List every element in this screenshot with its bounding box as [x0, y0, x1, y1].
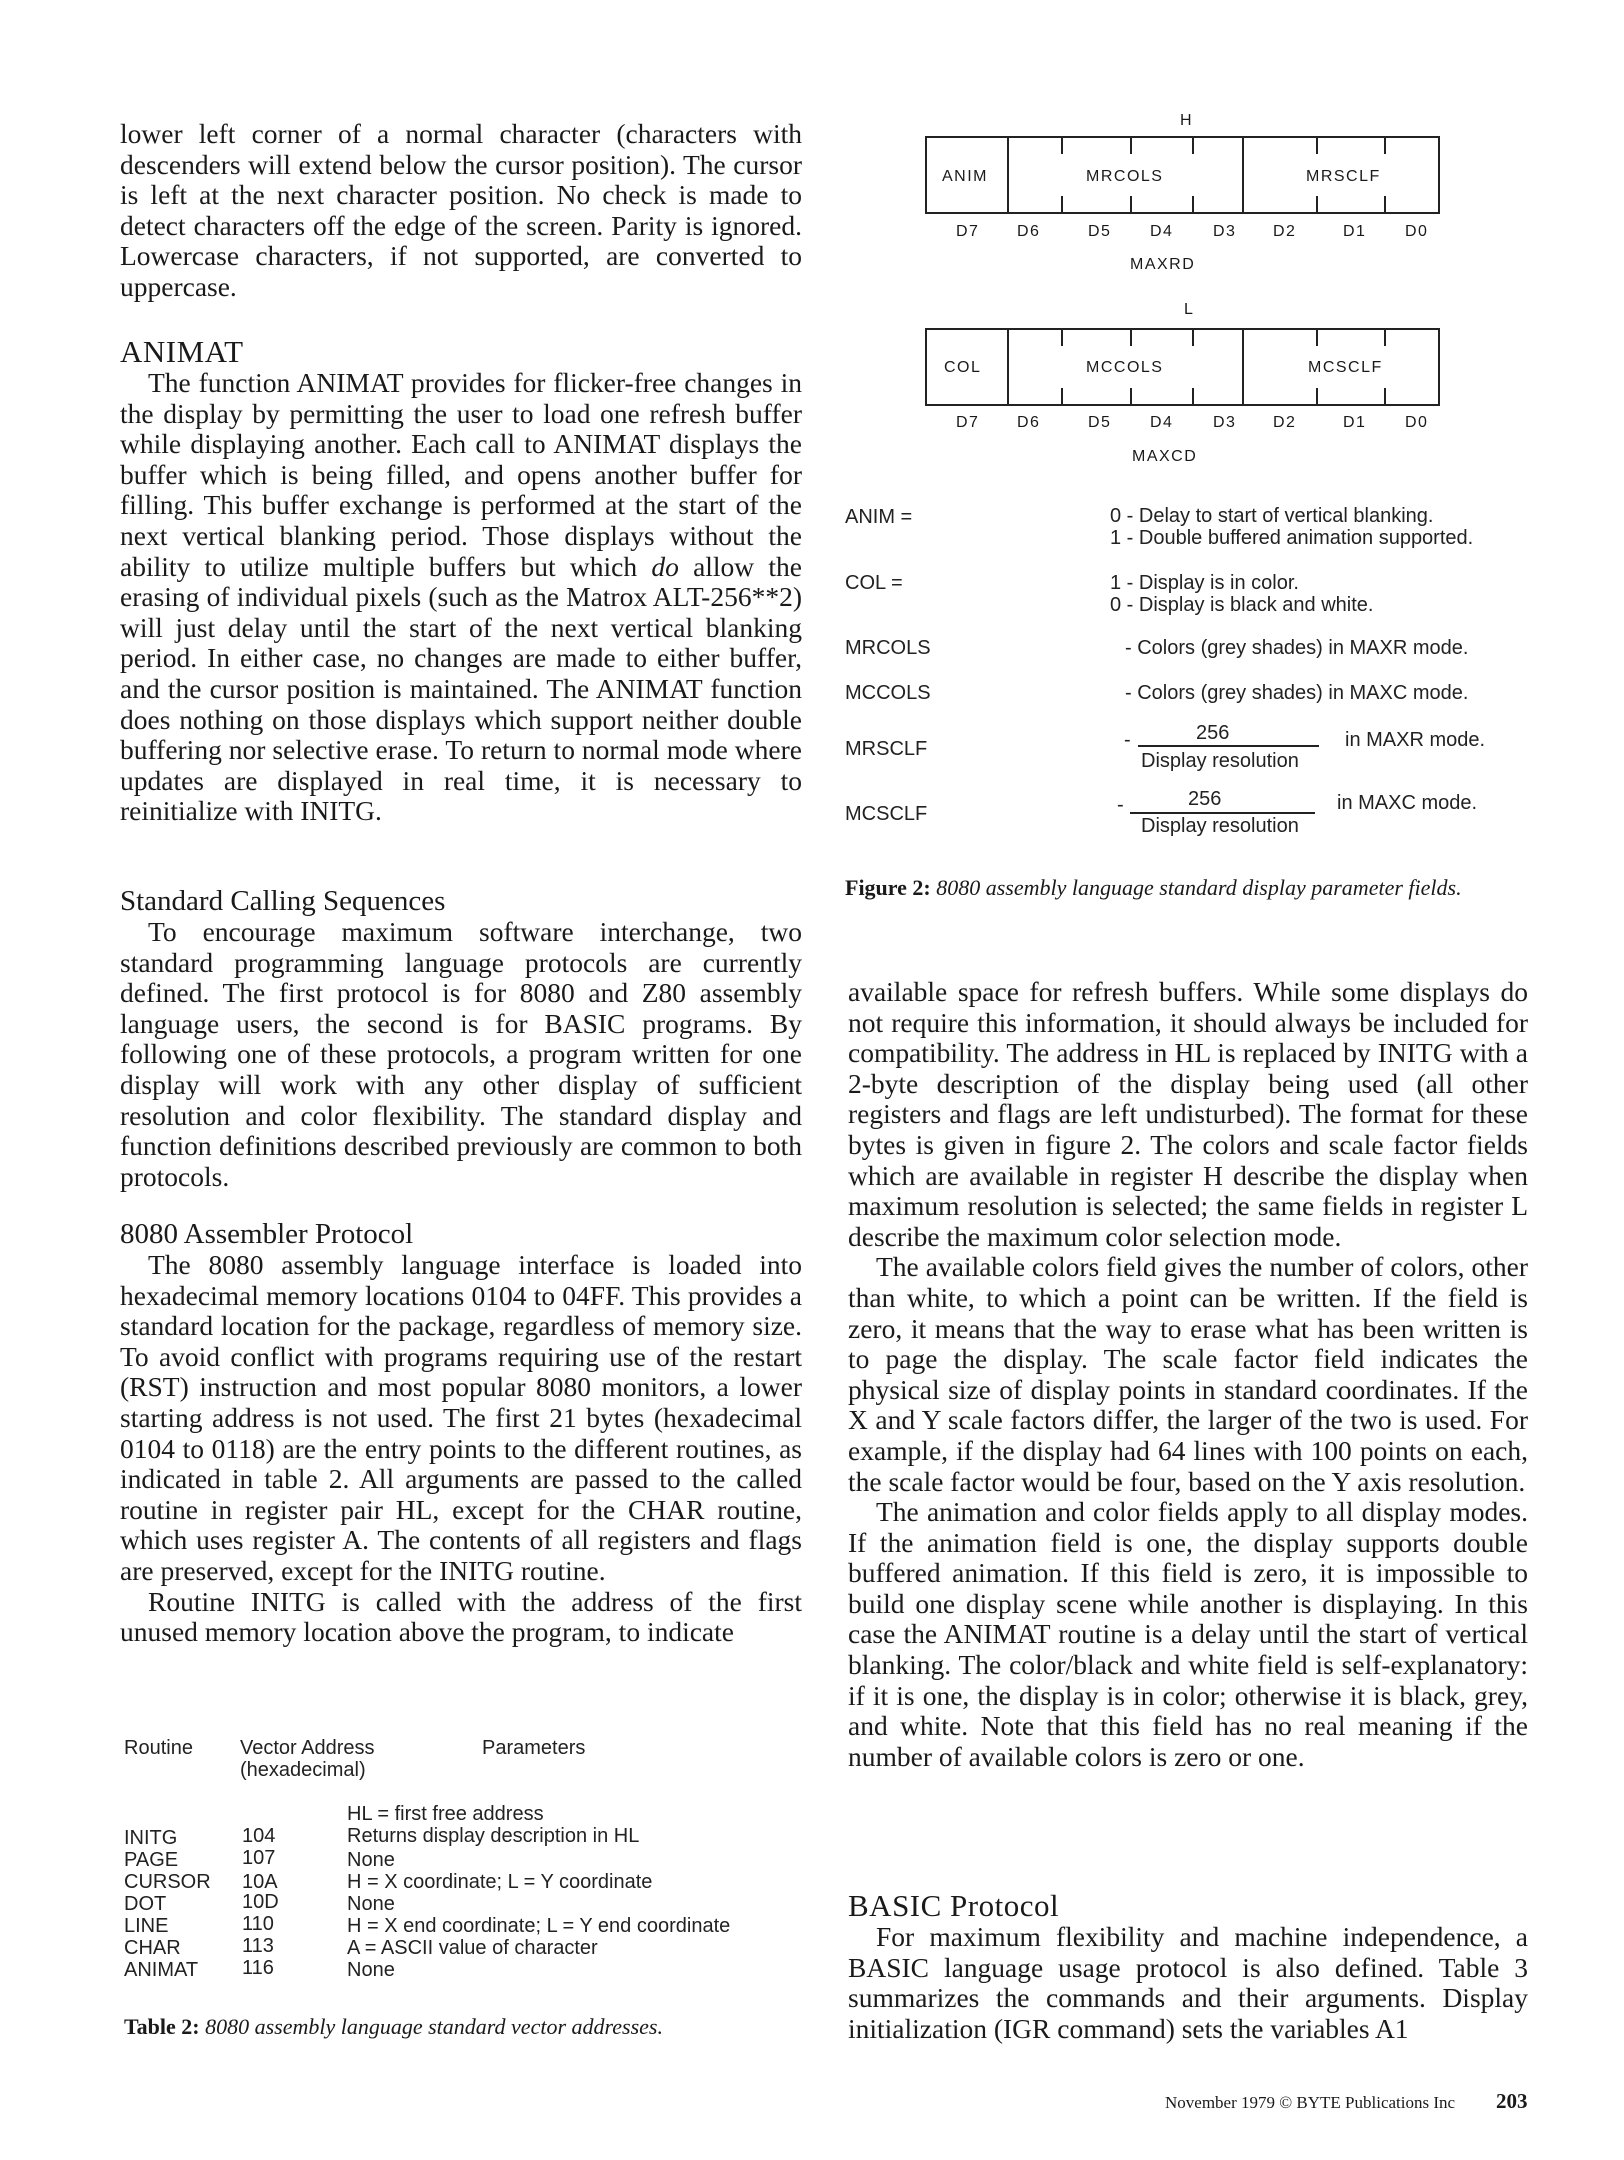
table-cell-routine: DOT [124, 1893, 167, 1915]
page-number: 203 [1496, 2089, 1528, 2113]
reg-h-bit-d5: D5 [1088, 223, 1112, 240]
reg-l-bit-d6: D6 [1017, 414, 1041, 431]
reg-h-bit-d1: D1 [1343, 223, 1367, 240]
reg-h-label-anim: ANIM [942, 168, 988, 185]
reg-h-label-mrsclf: MRSCLF [1306, 168, 1381, 185]
table-cell-param: None [347, 1849, 395, 1871]
right-paragraph-2: The available colors field gives the number of colors, other than white, to which a point can be written. If the field is zero, it means that the way to erase what has been written is to page the display. The scale factor field indicates the physical size of display points in standard coordinates. If the X and Y scale factors differ, the larger of the two is used. For example, if the display had 64 lines with 100 points on each, the scale factor would be four, based on the Y axis resolution. [848, 1251, 1528, 1497]
param-anim-desc-2: 1 - Double buffered animation supported. [1110, 527, 1474, 549]
param-col-desc-1: 1 - Display is in color. [1110, 572, 1299, 594]
param-col-desc-2: 0 - Display is black and white. [1110, 594, 1374, 616]
table-cell-routine: INITG [124, 1827, 178, 1849]
left-column [120, 119, 802, 303]
table-header-params: Parameters [482, 1737, 586, 1759]
reg-l-bit-d3: D3 [1213, 414, 1237, 431]
tick [1130, 196, 1132, 212]
table-cell-param: H = X end coordinate; L = Y end coordinate [347, 1915, 731, 1937]
param-mrcols-desc: - Colors (grey shades) in MAXR mode. [1125, 637, 1469, 659]
table-cell-address: 10A [242, 1871, 278, 1893]
animat-text-a: The function ANIMAT provides for flicker-free changes in the display by permitting the user to load one refresh buffer while displaying another. Each call to ANIMAT displays the buffer which is being filled, and opens another buffer for filling. This buffer exchange is performed at the start of the next vertical blanking period. Those displays without the ability to utilize multiple buffers but which [120, 367, 802, 582]
asm-section [120, 1218, 802, 1648]
param-mcsclf-numerator: 256 [1188, 788, 1222, 810]
animat-paragraph [120, 368, 802, 827]
fraction-line [1130, 812, 1315, 814]
reg-h-bit-d0: D0 [1405, 223, 1429, 240]
param-mccols-label: MCCOLS [845, 682, 931, 704]
basic-paragraph: For maximum flexibility and machine independence, a BASIC language usage protocol is also defined. Table 3 summarizes the commands and their arguments. Display initialization (IGR command) sets the variables A1 [848, 1921, 1528, 2044]
table-cell-address: 107 [242, 1847, 276, 1869]
animat-heading: ANIMAT [120, 334, 244, 369]
tick [1130, 330, 1132, 346]
param-mrcols-label: MRCOLS [845, 637, 931, 659]
reg-l-bit-d0: D0 [1405, 414, 1429, 431]
calling-section [120, 885, 802, 1192]
intro-paragraph: lower left corner of a normal character (characters with descenders will extend below the cursor position). The cursor is left at the next character position. No check is made to detect characters off the edge of the screen. Parity is ignored. Lowercase characters, if not supported, are converted to uppercase. [120, 118, 802, 302]
tick [1384, 196, 1386, 212]
right-paragraph-3: The animation and color fields apply to all display modes. If the animation field is one, the display supports double buffered animation. If this field is zero, it is impossible to build one display scene while another is displaying. In this case the ANIMAT routine is a delay until the start of vertical blanking. The color/black and white field is self-explanatory: if it is one, the display is in color; otherwise it is black, grey, and white. Note that this field has no real meaning if the number of available colors is zero or one. [848, 1496, 1528, 1772]
table-cell-address: 10D [242, 1891, 279, 1913]
register-l-letter: L [1184, 301, 1195, 318]
tick [1192, 388, 1194, 404]
tick [1316, 330, 1318, 346]
animat-text-b: allow the erasing of individual pixels (such as the Matrox ALT-256**2) will just delay until the start of the next vertical blanking period. In either case, no changes are made to either buffer, and the cursor position is maintained. The ANIMAT function does nothing on those displays which support neither double buffering nor selective erase. To return to normal mode where updates are displayed in real time, it is necessary to reinitialize with INITG. [120, 550, 802, 827]
table-cell-param: A = ASCII value of character [347, 1937, 598, 1959]
reg-h-bit-d2: D2 [1273, 223, 1297, 240]
basic-heading: BASIC Protocol [848, 1888, 1060, 1923]
tick [1384, 138, 1386, 154]
tick [1192, 138, 1194, 154]
param-anim-desc-1: 0 - Delay to start of vertical blanking. [1110, 505, 1434, 527]
param-mrsclf-label: MRSCLF [845, 738, 928, 760]
tick [1192, 196, 1194, 212]
table-header-vector: Vector Address [240, 1737, 375, 1759]
calling-heading: Standard Calling Sequences [120, 885, 446, 917]
reg-h-bit-d4: D4 [1150, 223, 1174, 240]
param-mrsclf-suffix: in MAXR mode. [1345, 729, 1486, 751]
reg-l-name: MAXCD [1132, 448, 1198, 465]
tick [1061, 388, 1063, 404]
reg-h-bit-d3: D3 [1213, 223, 1237, 240]
param-mcsclf-denominator: Display resolution [1141, 815, 1299, 837]
reg-l-bit-d2: D2 [1273, 414, 1297, 431]
tick [1061, 330, 1063, 346]
right-paragraph-1: available space for refresh buffers. While some displays do not require this information, it should always be included for compatibility. The address in HL is replaced by INITG with a 2-byte description of the display being used (all other registers and flags are left undisturbed). The format for these bytes is given in figure 2. The colors and scale factor fields which are available in register H describe the display when maximum resolution is selected; the same fields in register L describe the maximum color selection mode. [848, 976, 1528, 1252]
reg-h-bit-d6: D6 [1017, 223, 1041, 240]
table-2-caption [124, 2013, 663, 2040]
register-h-letter: H [1180, 112, 1194, 129]
reg-l-label-mcsclf: MCSCLF [1308, 359, 1383, 376]
right-column [848, 977, 1528, 1772]
tick [1192, 330, 1194, 346]
table-cell-address: 116 [242, 1957, 274, 1979]
reg-l-label-col: COL [944, 359, 982, 376]
table-cell-address: 110 [242, 1913, 274, 1935]
tick [1384, 330, 1386, 346]
reg-l-bit-d5: D5 [1088, 414, 1112, 431]
param-mrsclf-numerator: 256 [1196, 722, 1230, 744]
footer-issue: November 1979 © BYTE Publications Inc [1165, 2093, 1456, 2112]
reg-l-label-mccols: MCCOLS [1086, 359, 1164, 376]
table-cell-param: Returns display description in HL [347, 1825, 640, 1847]
param-mrsclf-dash: - [1124, 729, 1131, 751]
asm-paragraph-2: Routine INITG is called with the address of the first unused memory location above the program, to indicate [120, 1585, 802, 1648]
table-cell-routine: ANIMAT [124, 1959, 199, 1981]
reg-l-bit-d7: D7 [956, 414, 980, 431]
reg-l-bit-d4: D4 [1150, 414, 1174, 431]
tick [1316, 388, 1318, 404]
tick [1061, 196, 1063, 212]
reg-h-bit-d7: D7 [956, 223, 980, 240]
table-header-routine: Routine [124, 1737, 193, 1759]
table-cell-routine: CHAR [124, 1937, 181, 1959]
param-anim-label: ANIM = [845, 506, 913, 528]
table-prefix-param: HL = first free address [347, 1803, 544, 1825]
param-mcsclf-suffix: in MAXC mode. [1337, 792, 1478, 814]
calling-paragraph: To encourage maximum software interchange, two standard programming language protocols are currently defined. The first protocol is for 8080 and Z80 assembly language users, the second is for BASIC programs. By following one of these protocols, a program written for one display will work with any other display of sufficient resolution and color flexibility. The standard display and function definitions described previously are common to both protocols. [120, 916, 802, 1192]
table-cell-address: 104 [242, 1825, 276, 1847]
reg-h-name: MAXRD [1130, 256, 1196, 273]
table-cell-param: None [347, 1893, 395, 1915]
basic-section [848, 1890, 1528, 2044]
figure-caption-text: 8080 assembly language standard display parameter fields. [936, 875, 1462, 900]
table-cell-routine: CURSOR [124, 1871, 211, 1893]
table-caption-label: Table 2: [124, 2014, 200, 2039]
table-cell-param: None [347, 1959, 395, 1981]
reg-h-label-mrcols: MRCOLS [1086, 168, 1164, 185]
asm-heading: 8080 Assembler Protocol [120, 1218, 414, 1250]
table-cell-routine: PAGE [124, 1849, 179, 1871]
tick [1316, 138, 1318, 154]
tick [1130, 388, 1132, 404]
animat-text-italic: do [651, 550, 679, 582]
figure-caption-label: Figure 2: [845, 875, 931, 900]
reg-l-bit-d1: D1 [1343, 414, 1367, 431]
param-col-label: COL = [845, 572, 903, 594]
table-cell-address: 113 [242, 1935, 274, 1957]
tick [1061, 138, 1063, 154]
fraction-line [1138, 745, 1319, 747]
tick [1130, 138, 1132, 154]
table-cell-param: H = X coordinate; L = Y coordinate [347, 1871, 653, 1893]
param-mcsclf-label: MCSCLF [845, 803, 928, 825]
animat-section [120, 336, 802, 827]
figure-2-caption [845, 874, 1525, 901]
param-mccols-desc: - Colors (grey shades) in MAXC mode. [1125, 682, 1469, 704]
param-mcsclf-dash: - [1117, 794, 1124, 816]
tick [1316, 196, 1318, 212]
table-cell-routine: LINE [124, 1915, 169, 1937]
table-header-vector-sub: (hexadecimal) [240, 1759, 366, 1781]
table-caption-text: 8080 assembly language standard vector addresses. [205, 2014, 663, 2039]
tick [1384, 388, 1386, 404]
param-mrsclf-denominator: Display resolution [1141, 750, 1299, 772]
asm-paragraph-1: The 8080 assembly language interface is loaded into hexadecimal memory locations 0104 to 04FF. This provides a standard location for the package, regardless of memory size. To avoid conflict with programs requiring use of the restart (RST) instruction and most popular 8080 monitors, a lower starting address is not used. The first 21 bytes (hexadecimal 0104 to 0118) are the entry points to the different routines, as indicated in table 2. All arguments are passed to the called routine in register pair HL, except for the CHAR routine, which uses register A. The contents of all registers and flags are preserved, except for the INITG routine. [120, 1249, 802, 1586]
